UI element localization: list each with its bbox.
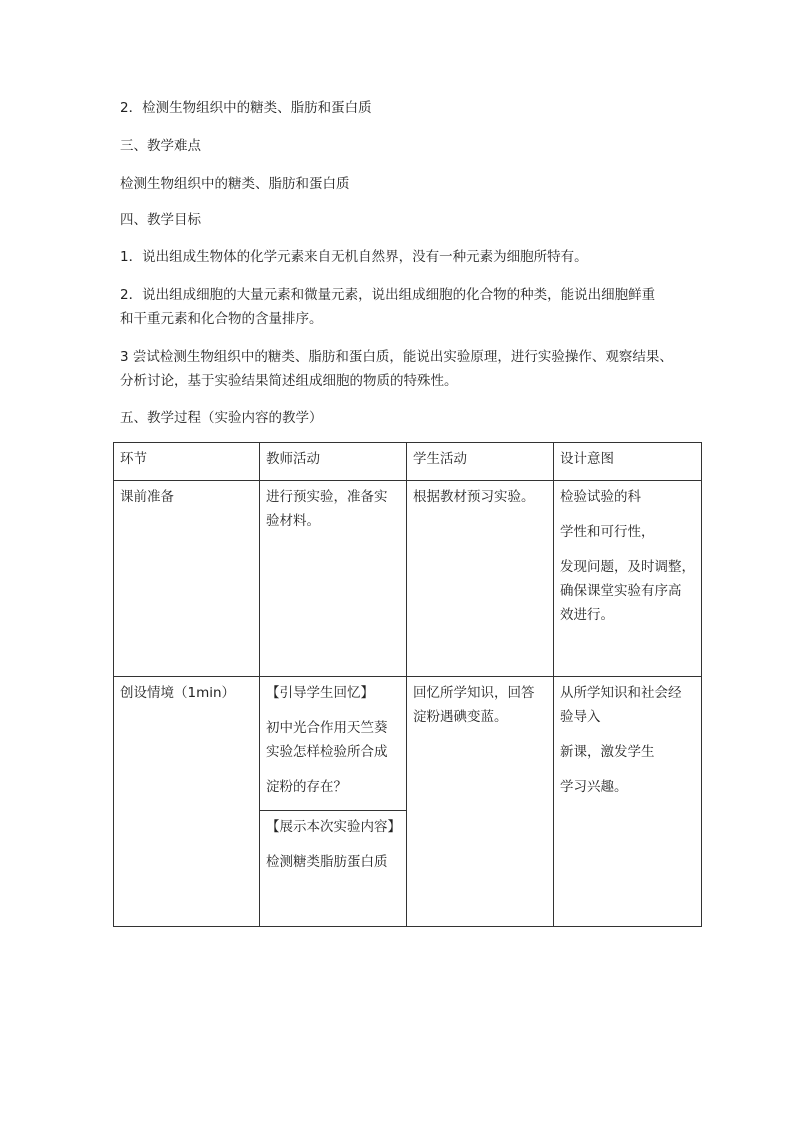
student-activity-cell	[407, 481, 554, 677]
table-header-row	[114, 443, 702, 481]
text-line: 确保课堂实验有序高	[560, 583, 682, 599]
stage-cell: 创设情境（1min）	[114, 677, 260, 927]
design-purpose-cell	[554, 677, 702, 927]
text-line: 检测糖类脂肪蛋白质	[266, 854, 388, 870]
student-activity-cell	[407, 677, 554, 927]
goal-1: 1．说出组成生物体的化学元素来自无机自然界，没有一种元素为细胞所特有。	[120, 249, 588, 265]
goal-3-line-2: 分析讨论，基于实验结果简述组成细胞的物质的特殊性。	[120, 373, 458, 389]
text-line: 【引导学生回忆】	[266, 685, 374, 701]
text-line: 实验怎样检验所合成	[266, 744, 388, 760]
text-line: 发现问题，及时调整，	[560, 559, 695, 575]
difficulty-text: 检测生物组织中的糖类、脂肪和蛋白质	[120, 176, 350, 192]
teacher-activity-cell	[260, 677, 407, 927]
text-line: 进行预实验，准备实	[266, 489, 388, 505]
text-line: 【展示本次实验内容】	[266, 819, 401, 835]
text-line: 淀粉遇碘变蓝。	[413, 709, 508, 725]
text-line: 根据教材预习实验。	[413, 489, 535, 505]
text-line: 效进行。	[560, 607, 614, 623]
text-line: 淀粉的存在？	[266, 779, 347, 795]
lesson-process-table	[113, 442, 702, 927]
text-line: 验导入	[560, 709, 601, 725]
goal-2-line-2: 和干重元素和化合物的含量排序。	[120, 311, 323, 327]
goal-2-line-1: 2．说出组成细胞的大量元素和微量元素，说出组成细胞的化合物的种类，能说出细胞鲜重	[120, 287, 656, 303]
text-line: 验材料。	[266, 513, 320, 529]
stage-cell: 课前准备	[114, 481, 260, 677]
text-line: 检验试验的科	[560, 489, 641, 505]
table-row	[114, 481, 702, 677]
design-purpose-cell	[554, 481, 702, 677]
text-line: 新课，激发学生	[560, 744, 655, 760]
header-cell-student: 学生活动	[407, 443, 554, 481]
process-heading: 五、教学过程（实验内容的教学）	[120, 410, 323, 426]
header-cell-teacher: 教师活动	[260, 443, 407, 481]
text-line: 回忆所学知识，回答	[413, 685, 535, 701]
text-line: 从所学知识和社会经	[560, 685, 682, 701]
objective-item-2: 2．检测生物组织中的糖类、脂肪和蛋白质	[120, 100, 372, 116]
difficulty-heading: 三、教学难点	[120, 138, 201, 154]
goals-heading: 四、教学目标	[120, 212, 201, 228]
teacher-activity-cell	[260, 481, 407, 677]
header-cell-stage: 环节	[114, 443, 260, 481]
text-line: 学性和可行性，	[560, 524, 655, 540]
table-row	[114, 677, 702, 927]
text-line: 初中光合作用天竺葵	[266, 720, 388, 736]
goal-3-line-1: 3 尝试检测生物组织中的糖类、脂肪和蛋白质，能说出实验原理，进行实验操作、观察结果、	[120, 349, 673, 365]
text-line: 学习兴趣。	[560, 779, 628, 795]
header-cell-purpose: 设计意图	[554, 443, 702, 481]
